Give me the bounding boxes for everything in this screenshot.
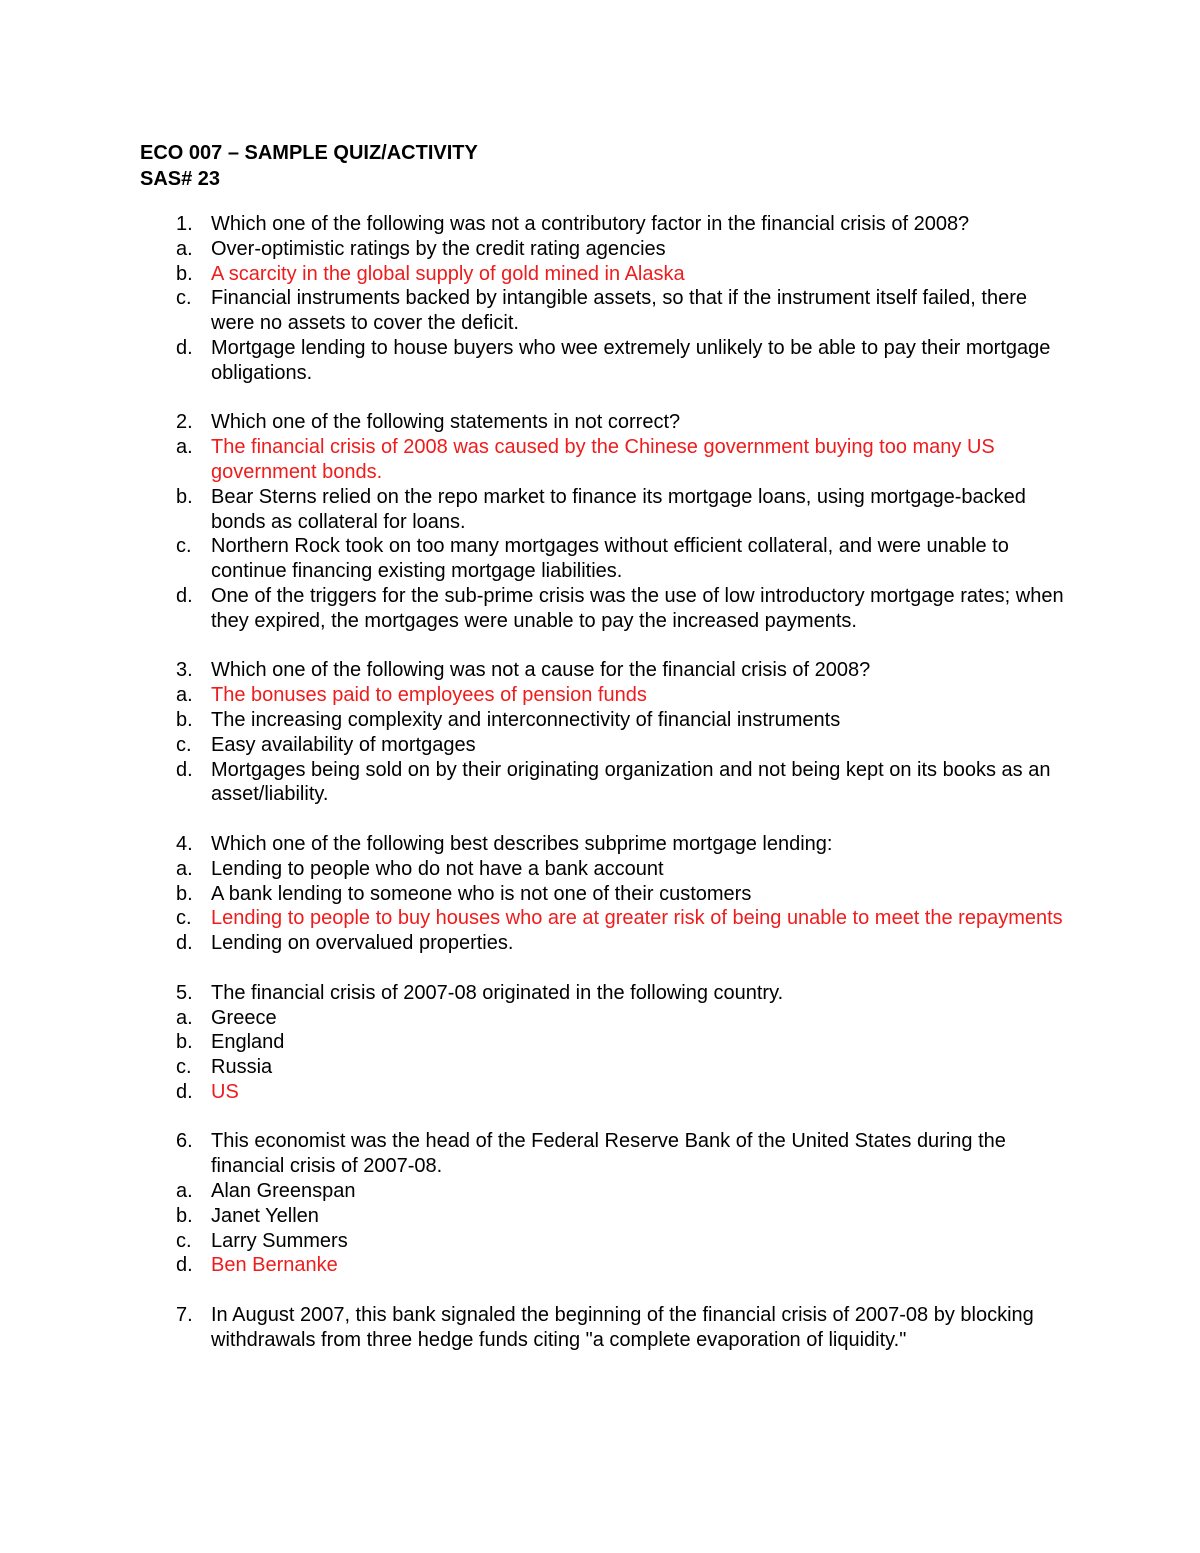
answer-option bbox=[176, 1229, 1070, 1254]
answer-option bbox=[176, 286, 1070, 336]
question-item bbox=[140, 832, 1070, 956]
question-number: 6. bbox=[176, 1130, 193, 1153]
question-number: 5. bbox=[176, 981, 193, 1004]
answer-option-correct bbox=[176, 435, 1070, 485]
answer-option-correct bbox=[176, 1253, 1070, 1278]
question-text: Which one of the following best describes subprime mortgage lending: bbox=[211, 832, 833, 855]
question-item bbox=[140, 981, 1070, 1105]
answer-option bbox=[176, 733, 1070, 758]
option-letter: b. bbox=[176, 262, 193, 285]
option-letter: d. bbox=[176, 584, 193, 607]
option-letter: c. bbox=[176, 907, 192, 930]
option-letter: b. bbox=[176, 882, 193, 905]
option-letter: d. bbox=[176, 1080, 193, 1103]
answer-option-correct bbox=[176, 262, 1070, 287]
option-letter: d. bbox=[176, 932, 193, 955]
question-item bbox=[140, 410, 1070, 633]
option-letter: c. bbox=[176, 1229, 192, 1252]
option-text: England bbox=[211, 1031, 285, 1054]
question-text: Which one of the following was not a contributory factor in the financial crisis of 2008? bbox=[211, 213, 970, 235]
question-number: 4. bbox=[176, 832, 193, 855]
option-letter: a. bbox=[176, 436, 193, 459]
option-letter: d. bbox=[176, 336, 193, 359]
answer-option bbox=[176, 237, 1070, 262]
answer-options bbox=[176, 683, 1070, 807]
option-text: US bbox=[211, 1080, 239, 1103]
option-text: Ben Bernanke bbox=[211, 1254, 338, 1277]
question-item bbox=[140, 1129, 1070, 1278]
option-letter: a. bbox=[176, 1180, 193, 1203]
option-text: Bear Sterns relied on the repo market to finance its mortgage loans, using mortgage-backed bonds as collateral for loans. bbox=[211, 485, 1026, 533]
answer-option bbox=[176, 534, 1070, 584]
option-text: The bonuses paid to employees of pension funds bbox=[211, 684, 647, 707]
option-text: Easy availability of mortgages bbox=[211, 733, 476, 756]
option-letter: d. bbox=[176, 758, 193, 781]
option-letter: c. bbox=[176, 733, 192, 756]
question-number: 3. bbox=[176, 659, 193, 682]
option-text: Mortgage lending to house buyers who wee extremely unlikely to be able to pay their mortgage obligations. bbox=[211, 336, 1051, 384]
answer-option bbox=[176, 931, 1070, 956]
answer-option bbox=[176, 1179, 1070, 1204]
answer-options bbox=[176, 1179, 1070, 1278]
answer-options bbox=[176, 237, 1070, 386]
answer-options bbox=[176, 857, 1070, 956]
answer-options bbox=[176, 435, 1070, 633]
option-letter: a. bbox=[176, 237, 193, 260]
question-item bbox=[140, 658, 1070, 807]
option-letter: c. bbox=[176, 1056, 192, 1079]
answer-option-correct bbox=[176, 683, 1070, 708]
answer-option bbox=[176, 485, 1070, 535]
question-text: This economist was the head of the Federal Reserve Bank of the United States during the financial crisis of 2007-08. bbox=[211, 1130, 1006, 1178]
question-text: In August 2007, this bank signaled the beginning of the financial crisis of 2007-08 by blocking withdrawals from three hedge funds citing "a complete evaporation of liquidity." bbox=[211, 1304, 1034, 1351]
option-text: Greece bbox=[211, 1006, 277, 1029]
answer-option bbox=[176, 1055, 1070, 1080]
option-text: One of the triggers for the sub-prime crisis was the use of low introductory mortgage rates; when they expired, the mortgages were unable to pay the increased payments. bbox=[211, 584, 1064, 632]
option-text: Lending to people who do not have a bank account bbox=[211, 857, 664, 880]
option-letter: b. bbox=[176, 1204, 193, 1227]
option-text: Northern Rock took on too many mortgages without efficient collateral, and were unable to continue financing existing mortgage liabilities. bbox=[211, 535, 1009, 583]
option-text: Russia bbox=[211, 1056, 273, 1079]
question-text: The financial crisis of 2007-08 originated in the following country. bbox=[211, 981, 784, 1004]
option-letter: b. bbox=[176, 1031, 193, 1054]
option-text: The increasing complexity and interconnectivity of financial instruments bbox=[211, 708, 841, 731]
option-letter: d. bbox=[176, 1254, 193, 1277]
option-text: Lending on overvalued properties. bbox=[211, 932, 514, 955]
answer-options bbox=[176, 1006, 1070, 1105]
answer-option bbox=[176, 1204, 1070, 1229]
answer-option-correct bbox=[176, 906, 1070, 931]
answer-option bbox=[176, 708, 1070, 733]
option-text: A bank lending to someone who is not one of their customers bbox=[211, 882, 752, 905]
option-text: A scarcity in the global supply of gold mined in Alaska bbox=[211, 262, 685, 285]
answer-option bbox=[176, 1030, 1070, 1055]
document-subtitle: SAS# 23 bbox=[140, 168, 221, 190]
option-letter: c. bbox=[176, 287, 192, 310]
option-text: Mortgages being sold on by their originating organization and not being kept on its books as an asset/liability. bbox=[211, 758, 1051, 806]
option-text: Janet Yellen bbox=[211, 1204, 319, 1227]
question-list bbox=[140, 212, 1070, 1353]
answer-option-correct bbox=[176, 1080, 1070, 1105]
document-page bbox=[140, 140, 1070, 1377]
answer-option bbox=[176, 758, 1070, 808]
answer-option bbox=[176, 882, 1070, 907]
option-letter: c. bbox=[176, 535, 192, 558]
answer-option bbox=[176, 584, 1070, 634]
question-text: Which one of the following was not a cause for the financial crisis of 2008? bbox=[211, 659, 871, 682]
option-text: Financial instruments backed by intangible assets, so that if the instrument itself failed, there were no assets to cover the deficit. bbox=[211, 287, 1027, 335]
question-item bbox=[140, 1303, 1070, 1353]
question-item bbox=[140, 212, 1070, 386]
option-letter: a. bbox=[176, 857, 193, 880]
option-letter: b. bbox=[176, 708, 193, 731]
option-text: Lending to people to buy houses who are at greater risk of being unable to meet the repayments bbox=[211, 907, 1063, 930]
option-text: Over-optimistic ratings by the credit rating agencies bbox=[211, 237, 666, 260]
question-number: 1. bbox=[176, 213, 193, 235]
option-text: The financial crisis of 2008 was caused by the Chinese government buying too many US government bonds. bbox=[211, 436, 995, 483]
option-letter: a. bbox=[176, 684, 193, 707]
document-title: ECO 007 – SAMPLE QUIZ/ACTIVITY bbox=[140, 142, 478, 164]
question-number: 7. bbox=[176, 1304, 193, 1327]
question-text: Which one of the following statements in not correct? bbox=[211, 411, 681, 434]
answer-option bbox=[176, 1006, 1070, 1031]
option-text: Alan Greenspan bbox=[211, 1180, 356, 1203]
question-number: 2. bbox=[176, 411, 193, 434]
option-text: Larry Summers bbox=[211, 1229, 348, 1252]
answer-option bbox=[176, 857, 1070, 882]
option-letter: b. bbox=[176, 485, 193, 508]
option-letter: a. bbox=[176, 1006, 193, 1029]
answer-option bbox=[176, 336, 1070, 386]
